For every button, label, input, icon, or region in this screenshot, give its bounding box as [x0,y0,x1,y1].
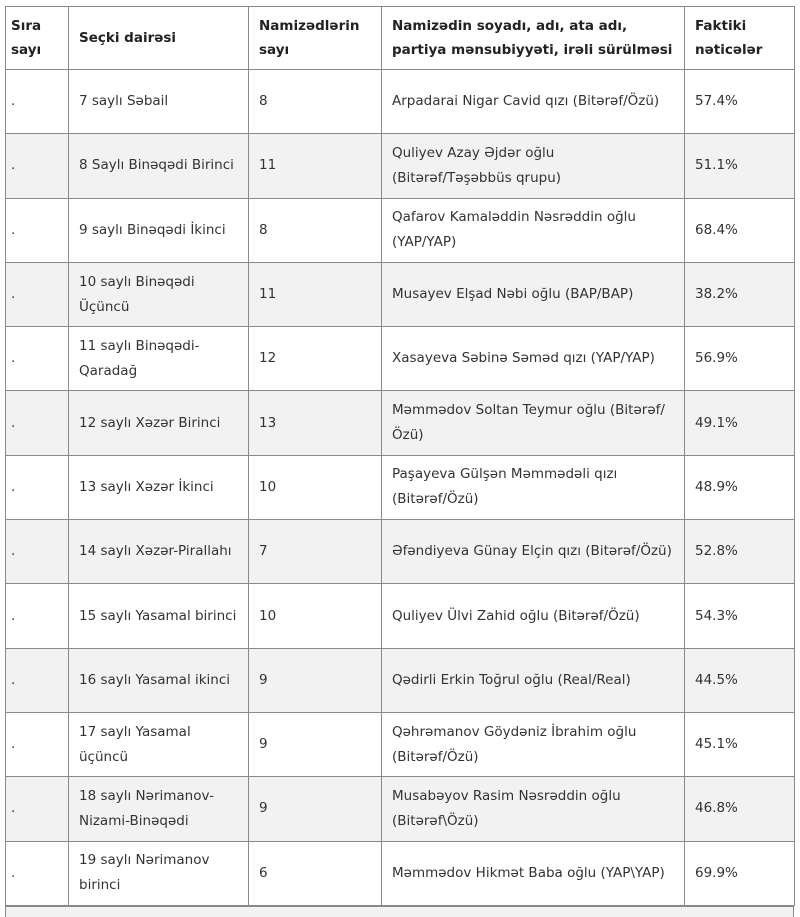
header-candidate-count: Namizədlərin sayı [249,7,382,70]
cell-result: 52.8% [685,520,795,584]
table-row [6,327,795,391]
cell-number: . [6,391,69,455]
cell-candidate: Xasayeva Səbinə Səməd qızı (YAP/YAP) [382,327,685,391]
cell-district: 10 saylı Binəqədi Üçüncü [69,262,249,326]
table-header-row [6,7,795,70]
table-row [6,520,795,584]
cell-number: . [6,584,69,648]
cell-district: 9 saylı Binəqədi İkinci [69,198,249,262]
cell-candidate-count: 8 [249,198,382,262]
table-row [6,70,795,134]
cell-district: 7 saylı Səbail [69,70,249,134]
header-result: Faktiki nəticələr [685,7,795,70]
cell-candidate: Paşayeva Gülşən Məmmədəli qızı (Bitərəf/Özü) [382,455,685,519]
cell-candidate-count: 11 [249,134,382,198]
cell-candidate-count: 6 [249,841,382,905]
table-row [6,841,795,905]
cell-district: 12 saylı Xəzər Birinci [69,391,249,455]
cell-candidate: Qəhrəmanov Göydəniz İbrahim oğlu (Bitərəf/Özü) [382,712,685,776]
cell-result: 44.5% [685,648,795,712]
cell-district: 19 saylı Nərimanov birinci [69,841,249,905]
table-row [6,777,795,841]
cell-candidate: Məmmədov Soltan Teymur oğlu (Bitərəf/Özü) [382,391,685,455]
table-row [6,134,795,198]
cell-number: . [6,70,69,134]
table-row [6,584,795,648]
cell-candidate-count: 11 [249,262,382,326]
cell-result: 57.4% [685,70,795,134]
cell-candidate: Quliyev Azay Əjdər oğlu (Bitərəf/Təşəbbüs qrupu) [382,134,685,198]
cell-result: 45.1% [685,712,795,776]
cell-candidate: Arpadarai Nigar Cavid qızı (Bitərəf/Özü) [382,70,685,134]
cell-candidate: Musabəyov Rasim Nəsrəddin oğlu (Bitərəf\Özü) [382,777,685,841]
cell-result: 51.1% [685,134,795,198]
cell-candidate: Qədirli Erkin Toğrul oğlu (Real/Real) [382,648,685,712]
cell-district: 18 saylı Nərimanov-Nizami-Binəqədi [69,777,249,841]
header-number: Sıra sayı [6,7,69,70]
cell-district: 14 saylı Xəzər-Pirallahı [69,520,249,584]
cell-candidate-count: 9 [249,648,382,712]
cell-number: . [6,777,69,841]
cell-result: 48.9% [685,455,795,519]
cell-candidate: Quliyev Ülvi Zahid oğlu (Bitərəf/Özü) [382,584,685,648]
cell-number: . [6,327,69,391]
cell-number: . [6,712,69,776]
cell-number: . [6,648,69,712]
cell-candidate-count: 9 [249,712,382,776]
cell-candidate-count: 7 [249,520,382,584]
cell-candidate-count: 8 [249,70,382,134]
cell-candidate-count: 10 [249,455,382,519]
cell-district: 8 Saylı Binəqədi Birinci [69,134,249,198]
cell-result: 38.2% [685,262,795,326]
cell-candidate-count: 9 [249,777,382,841]
cell-candidate: Əfəndiyeva Günay Elçin qızı (Bitərəf/Özü) [382,520,685,584]
cell-district: 16 saylı Yasamal ikinci [69,648,249,712]
cell-candidate: Musayev Elşad Nəbi oğlu (BAP/BAP) [382,262,685,326]
cell-district: 17 saylı Yasamal üçüncü [69,712,249,776]
table-row [6,262,795,326]
cell-result: 69.9% [685,841,795,905]
cell-result: 46.8% [685,777,795,841]
cell-candidate-count: 12 [249,327,382,391]
table-row [6,648,795,712]
cell-number: . [6,134,69,198]
cell-result: 56.9% [685,327,795,391]
table-row [6,198,795,262]
cell-number: . [6,198,69,262]
cell-result: 68.4% [685,198,795,262]
cell-district: 15 saylı Yasamal birinci [69,584,249,648]
cell-candidate: Məmmədov Hikmət Baba oğlu (YAP\YAP) [382,841,685,905]
election-results-table [5,6,795,906]
header-district: Seçki dairəsi [69,7,249,70]
cell-number: . [6,520,69,584]
cell-result: 54.3% [685,584,795,648]
header-candidate: Namizədin soyadı, adı, ata adı, partiya mənsubiyyəti, irəli sürülməsi [382,7,685,70]
cell-candidate: Qafarov Kamaləddin Nəsrəddin oğlu (YAP/YAP) [382,198,685,262]
cell-district: 13 saylı Xəzər İkinci [69,455,249,519]
table-row [6,391,795,455]
cell-number: . [6,262,69,326]
cell-result: 49.1% [685,391,795,455]
next-row-partial [5,906,794,917]
cell-candidate-count: 10 [249,584,382,648]
cell-number: . [6,455,69,519]
table-row [6,712,795,776]
cell-district: 11 saylı Binəqədi-Qaradağ [69,327,249,391]
cell-candidate-count: 13 [249,391,382,455]
cell-number: . [6,841,69,905]
table-row [6,455,795,519]
